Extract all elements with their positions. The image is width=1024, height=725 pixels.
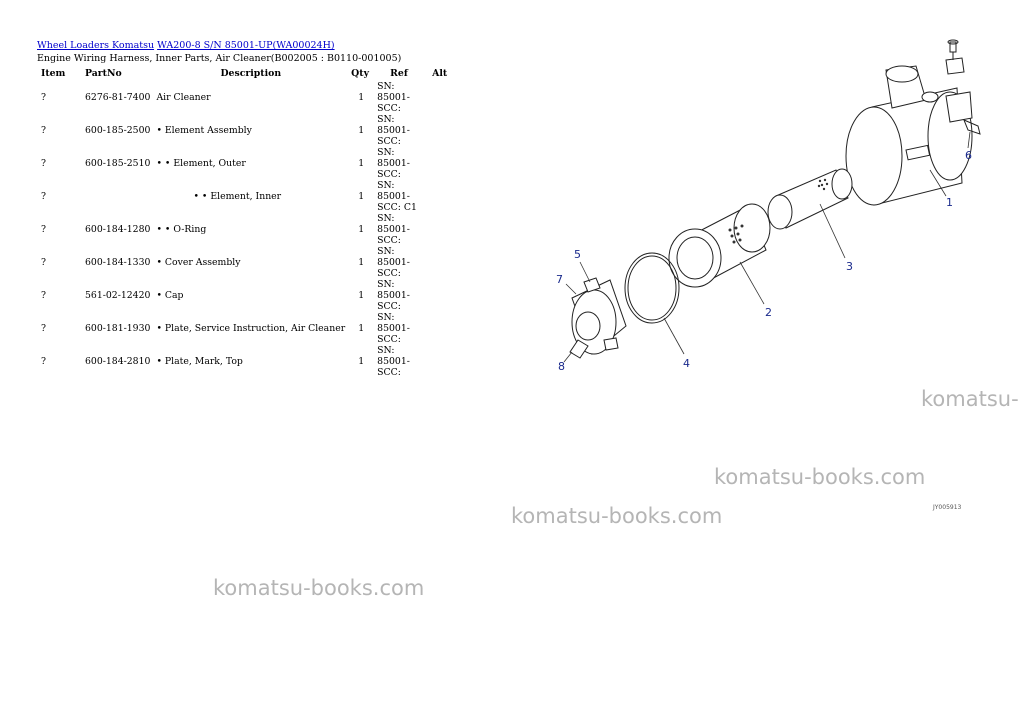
callout-5: 5 — [574, 248, 581, 261]
cell-description: • • Element, Outer — [156, 158, 246, 169]
cell-description: • Plate, Mark, Top — [156, 356, 243, 367]
cell-item: ? — [41, 323, 46, 334]
cell-ref: SN: 85001-SCC: — [377, 312, 410, 345]
callout-8: 8 — [558, 360, 565, 373]
cell-qty: 1 — [358, 92, 365, 103]
cell-partno: 561-02-12420 — [85, 290, 151, 301]
callout-1: 1 — [946, 196, 953, 209]
breadcrumb-link-model[interactable]: WA200-8 S/N 85001-UP(WA00024H) — [157, 40, 335, 51]
callout-6: 6 — [965, 149, 972, 162]
breadcrumb-link-wheel-loaders[interactable]: Wheel Loaders Komatsu — [37, 40, 155, 51]
cell-description: • Cover Assembly — [156, 257, 241, 268]
cell-qty: 1 — [358, 158, 365, 169]
cell-description: Air Cleaner — [156, 92, 211, 103]
header-item: Item — [41, 67, 66, 79]
cell-item: ? — [41, 356, 46, 367]
header-description: Description — [220, 67, 282, 79]
cell-ref: SN: 85001-SCC: — [377, 279, 410, 312]
watermark-2: komatsu-books.com — [714, 465, 926, 489]
cell-qty: 1 — [358, 257, 365, 268]
cell-ref: SN: 85001-SCC: — [377, 213, 410, 246]
watermark-1: komatsu- — [921, 387, 1019, 411]
cell-qty: 1 — [358, 191, 365, 202]
cell-item: ? — [41, 158, 46, 169]
callout-4: 4 — [683, 357, 690, 370]
part-inner-element — [768, 169, 852, 229]
cell-partno: 600-184-2810 — [85, 356, 151, 367]
header-partno: PartNo — [85, 67, 122, 79]
cell-item: ? — [41, 257, 46, 268]
callout-2: 2 — [765, 306, 772, 319]
cell-qty: 1 — [358, 224, 365, 235]
callout-3: 3 — [846, 260, 853, 273]
cell-partno: 6276-81-7400 — [85, 92, 151, 103]
cell-ref: SN: 85001-SCC: — [377, 345, 410, 378]
cell-item: ? — [41, 224, 46, 235]
cell-ref: SN: 85001-SCC: — [377, 81, 410, 114]
part-o-ring — [625, 253, 679, 323]
cell-ref: SN: 85001-SCC: — [377, 246, 410, 279]
figure-id: JY005913 — [933, 504, 962, 511]
cell-qty: 1 — [358, 356, 365, 367]
cell-partno: 600-184-1330 — [85, 257, 151, 268]
cell-partno: 600-185-2510 — [85, 158, 151, 169]
cell-qty: 1 — [358, 290, 365, 301]
cell-item: ? — [41, 290, 46, 301]
cell-description: • Cap — [156, 290, 184, 301]
page-subtitle: Engine Wiring Harness, Inner Parts, Air Cleaner(B002005 : B0110-001005) — [37, 53, 402, 64]
cell-description: • • Element, Inner — [193, 191, 282, 202]
cell-ref: SN: 85001-SCC: — [377, 147, 410, 180]
watermark-3: komatsu-books.com — [511, 504, 723, 528]
cell-ref: SN: 85001-SCC: C1 — [377, 180, 417, 213]
cell-description: • • O-Ring — [156, 224, 207, 235]
part-air-cleaner-body — [846, 40, 980, 205]
part-cover-assembly — [570, 278, 626, 358]
cell-partno: 600-185-2500 — [85, 125, 151, 136]
cell-partno: 600-184-1280 — [85, 224, 151, 235]
header-qty: Qty — [351, 67, 369, 79]
cell-ref: SN: 85001-SCC: — [377, 114, 410, 147]
cell-qty: 1 — [358, 125, 365, 136]
watermark-4: komatsu-books.com — [213, 576, 425, 600]
header-ref: Ref — [390, 67, 408, 79]
header-alt: Alt — [432, 67, 448, 79]
cell-item: ? — [41, 125, 46, 136]
cell-description: • Element Assembly — [156, 125, 252, 136]
cell-qty: 1 — [358, 323, 365, 334]
part-outer-element — [669, 204, 770, 287]
cell-item: ? — [41, 92, 46, 103]
cell-partno: 600-181-1930 — [85, 323, 151, 334]
cell-description: • Plate, Service Instruction, Air Cleaner — [156, 323, 346, 334]
callout-7: 7 — [556, 273, 563, 286]
cell-item: ? — [41, 191, 46, 202]
